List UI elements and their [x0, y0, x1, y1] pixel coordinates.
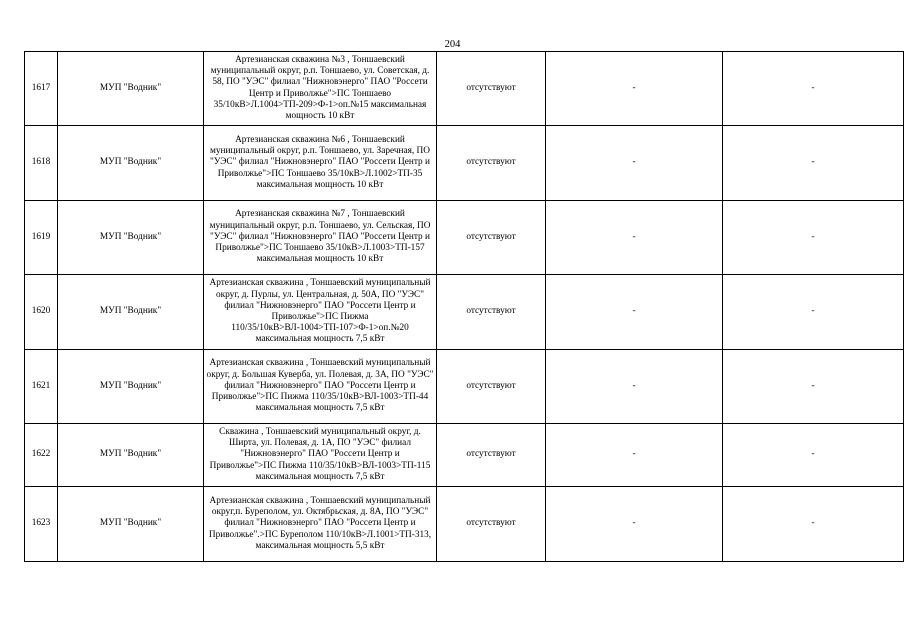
value-cell-a: -: [546, 350, 723, 424]
object-description-cell: Артезианская скважина №3 , Тоншаевский муниципальный округ, р.п. Тоншаево, ул. Советская, д. 58, ПО "УЭС" филиал "Нижновэнерго" ПАО "Россети Центр и Приволжье">ПС Тоншаево 35/10кВ>Л.1004>ТП-209>Ф-1>оп.№15 максимальная мощность 10 кВт: [204, 52, 437, 126]
row-number-cell: 1621: [25, 350, 58, 424]
row-number-cell: 1619: [25, 201, 58, 275]
object-description-cell: Артезианская скважина , Тоншаевский муниципальный округ,п. Буреполом, ул. Октябрьская, д. 8А, ПО "УЭС" филиал "Нижновэнерго" ПАО "Россети Центр и Приволжье".>ПС Буреполом 110/10кВ>Л.1001>ТП-313, максимальная мощность 5,5 кВт: [204, 487, 437, 562]
status-cell: отсутствуют: [437, 424, 546, 487]
value-cell-a: -: [546, 201, 723, 275]
organization-cell: МУП "Водник": [58, 52, 204, 126]
table-row: [25, 52, 904, 126]
organization-cell: МУП "Водник": [58, 201, 204, 275]
organization-cell: МУП "Водник": [58, 126, 204, 201]
object-description-cell: Артезианская скважина , Тоншаевский муниципальный округ, д. Пурлы, ул. Центральная, д. 50А, ПО "УЭС" филиал "Нижновэнерго" ПАО "Россети Центр и Приволжье">ПС Пижма 110/35/10кВ>ВЛ-1004>ТП-107>Ф-1>оп.№20 максимальная мощность 7,5 кВт: [204, 275, 437, 350]
table-row: [25, 275, 904, 350]
page-number: 204: [444, 39, 461, 50]
table-row: [25, 126, 904, 201]
table-row: [25, 487, 904, 562]
row-number-cell: 1623: [25, 487, 58, 562]
object-description-cell: Артезианская скважина , Тоншаевский муниципальный округ, д. Большая Куверба, ул. Полевая, д. 3А, ПО "УЭС" филиал "Нижновэнерго" ПАО "Россети Центр и Приволжье">ПС Пижма 110/35/10кВ>ВЛ-1003>ТП-44 максимальная мощность 7,5 кВт: [204, 350, 437, 424]
object-description-cell: Скважина , Тоншаевский муниципальный округ, д. Ширта, ул. Полевая, д. 1А, ПО "УЭС" филиал "Нижновэнерго" ПАО "Россети Центр и Приволжье">ПС Пижма 110/35/10кВ>ВЛ-1003>ТП-115 максимальная мощность 7,5 кВт: [204, 424, 437, 487]
status-cell: отсутствуют: [437, 126, 546, 201]
table-row: [25, 201, 904, 275]
organization-cell: МУП "Водник": [58, 424, 204, 487]
object-description-cell: Артезианская скважина №6 , Тоншаевский муниципальный округ, р.п. Тоншаево, ул. Заречная, ПО "УЭС" филиал "Нижновэнерго" ПАО "Россети Центр и Приволжье">ПС Тоншаево 35/10кВ>Л.1002>ТП-35 максимальная мощность 10 кВт: [204, 126, 437, 201]
row-number-cell: 1622: [25, 424, 58, 487]
value-cell-b: -: [723, 52, 904, 126]
row-number-cell: 1618: [25, 126, 58, 201]
value-cell-a: -: [546, 487, 723, 562]
row-number-cell: 1620: [25, 275, 58, 350]
value-cell-b: -: [723, 126, 904, 201]
organization-cell: МУП "Водник": [58, 350, 204, 424]
value-cell-b: -: [723, 424, 904, 487]
status-cell: отсутствуют: [437, 52, 546, 126]
value-cell-a: -: [546, 52, 723, 126]
object-description-cell: Артезианская скважина №7 , Тоншаевский муниципальный округ, р.п. Тоншаево, ул. Сельская, ПО "УЭС" филиал "Нижновэнерго" ПАО "Россети Центр и Приволжье">ПС Тоншаево 35/10кВ>Л.1003>ТП-157 максимальная мощность 10 кВт: [204, 201, 437, 275]
organization-cell: МУП "Водник": [58, 275, 204, 350]
row-number-cell: 1617: [25, 52, 58, 126]
value-cell-b: -: [723, 275, 904, 350]
value-cell-a: -: [546, 424, 723, 487]
table-row: [25, 424, 904, 487]
value-cell-a: -: [546, 275, 723, 350]
value-cell-b: -: [723, 201, 904, 275]
value-cell-b: -: [723, 350, 904, 424]
table-row: [25, 350, 904, 424]
value-cell-a: -: [546, 126, 723, 201]
status-cell: отсутствуют: [437, 275, 546, 350]
value-cell-b: -: [723, 487, 904, 562]
registry-table: [24, 51, 904, 562]
status-cell: отсутствуют: [437, 350, 546, 424]
status-cell: отсутствуют: [437, 487, 546, 562]
organization-cell: МУП "Водник": [58, 487, 204, 562]
status-cell: отсутствуют: [437, 201, 546, 275]
